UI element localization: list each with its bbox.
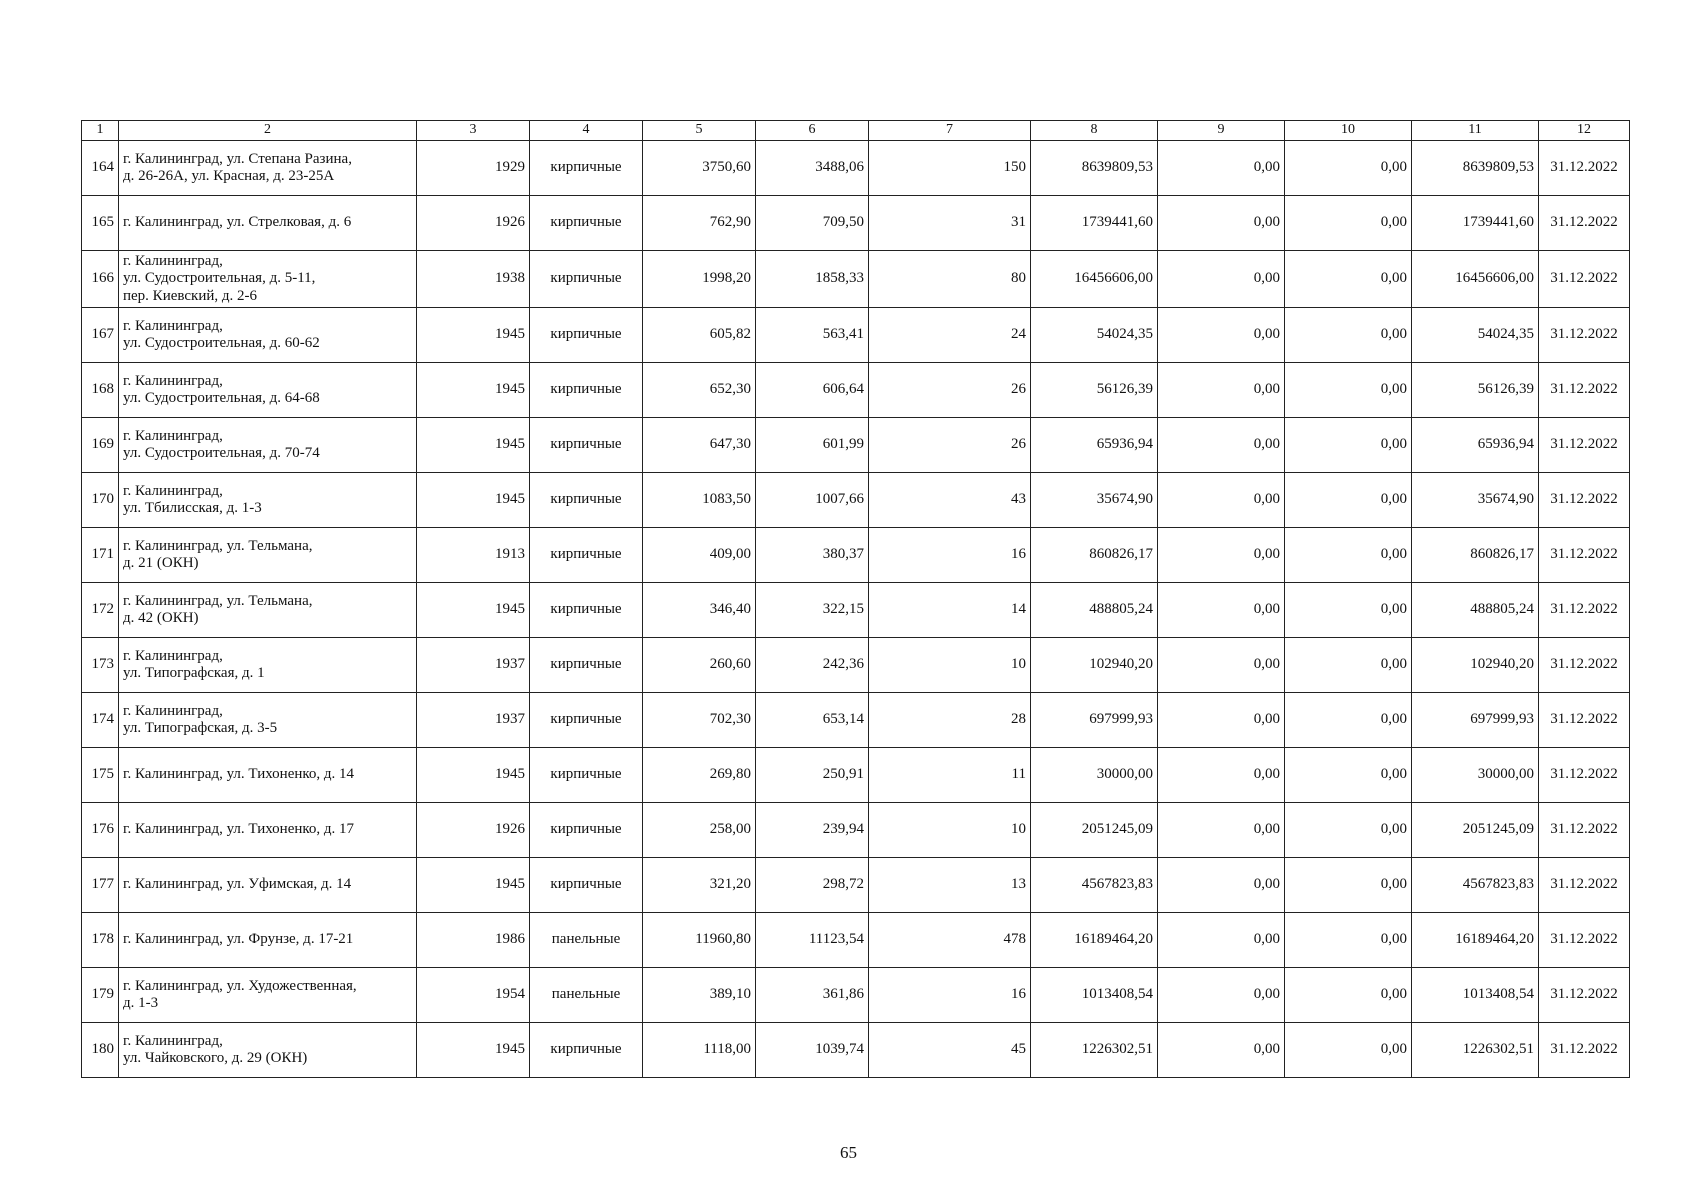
deadline-cell: 31.12.2022 (1539, 307, 1630, 362)
cost-regional-cell: 0,00 (1285, 1022, 1412, 1077)
residents-cell: 43 (869, 472, 1031, 527)
cost-total-cell: 16189464,20 (1031, 912, 1158, 967)
housing-registry-table (81, 120, 1630, 1078)
deadline-cell: 31.12.2022 (1539, 747, 1630, 802)
cost-local-cell: 16189464,20 (1412, 912, 1539, 967)
cost-regional-cell: 0,00 (1285, 527, 1412, 582)
column-header-4: 4 (530, 121, 643, 141)
cost-total-cell: 16456606,00 (1031, 251, 1158, 308)
table-row (82, 912, 1630, 967)
living-area-cell: 11123,54 (756, 912, 869, 967)
address-cell: г. Калининград, ул. Тельмана, д. 42 (ОКН) (119, 582, 417, 637)
deadline-cell: 31.12.2022 (1539, 362, 1630, 417)
cost-local-cell: 30000,00 (1412, 747, 1539, 802)
address-cell: г. Калининград, ул. Тбилисская, д. 1-3 (119, 472, 417, 527)
cost-regional-cell: 0,00 (1285, 472, 1412, 527)
row-number: 166 (82, 251, 119, 308)
table-row (82, 637, 1630, 692)
living-area-cell: 1858,33 (756, 251, 869, 308)
cost-total-cell: 102940,20 (1031, 637, 1158, 692)
wall-material-cell: кирпичные (530, 1022, 643, 1077)
year-cell: 1986 (417, 912, 530, 967)
residents-cell: 16 (869, 967, 1031, 1022)
row-number: 175 (82, 747, 119, 802)
cost-regional-cell: 0,00 (1285, 141, 1412, 196)
total-area-cell: 3750,60 (643, 141, 756, 196)
cost-federal-cell: 0,00 (1158, 857, 1285, 912)
address-cell: г. Калининград, ул. Тихоненко, д. 17 (119, 802, 417, 857)
cost-local-cell: 1739441,60 (1412, 196, 1539, 251)
table-row (82, 417, 1630, 472)
wall-material-cell: кирпичные (530, 582, 643, 637)
year-cell: 1929 (417, 141, 530, 196)
row-number: 176 (82, 802, 119, 857)
address-cell: г. Калининград, ул. Судостроительная, д. 5-11, пер. Киевский, д. 2-6 (119, 251, 417, 308)
address-cell: г. Калининград, ул. Тихоненко, д. 14 (119, 747, 417, 802)
row-number: 168 (82, 362, 119, 417)
cost-total-cell: 1013408,54 (1031, 967, 1158, 1022)
cost-local-cell: 65936,94 (1412, 417, 1539, 472)
total-area-cell: 702,30 (643, 692, 756, 747)
cost-federal-cell: 0,00 (1158, 1022, 1285, 1077)
address-cell: г. Калининград, ул. Тельмана, д. 21 (ОКН) (119, 527, 417, 582)
deadline-cell: 31.12.2022 (1539, 472, 1630, 527)
cost-local-cell: 4567823,83 (1412, 857, 1539, 912)
residents-cell: 478 (869, 912, 1031, 967)
table-row (82, 857, 1630, 912)
column-header-3: 3 (417, 121, 530, 141)
year-cell: 1945 (417, 307, 530, 362)
year-cell: 1945 (417, 417, 530, 472)
cost-local-cell: 2051245,09 (1412, 802, 1539, 857)
address-cell: г. Калининград, ул. Судостроительная, д. 70-74 (119, 417, 417, 472)
cost-federal-cell: 0,00 (1158, 527, 1285, 582)
cost-local-cell: 8639809,53 (1412, 141, 1539, 196)
living-area-cell: 563,41 (756, 307, 869, 362)
year-cell: 1945 (417, 1022, 530, 1077)
cost-total-cell: 1739441,60 (1031, 196, 1158, 251)
row-number: 167 (82, 307, 119, 362)
table-row (82, 802, 1630, 857)
cost-federal-cell: 0,00 (1158, 472, 1285, 527)
total-area-cell: 1083,50 (643, 472, 756, 527)
table-row (82, 196, 1630, 251)
table-row (82, 692, 1630, 747)
cost-regional-cell: 0,00 (1285, 637, 1412, 692)
residents-cell: 150 (869, 141, 1031, 196)
cost-total-cell: 1226302,51 (1031, 1022, 1158, 1077)
total-area-cell: 11960,80 (643, 912, 756, 967)
total-area-cell: 260,60 (643, 637, 756, 692)
wall-material-cell: кирпичные (530, 141, 643, 196)
year-cell: 1954 (417, 967, 530, 1022)
column-number-header-row (82, 121, 1630, 141)
living-area-cell: 3488,06 (756, 141, 869, 196)
wall-material-cell: кирпичные (530, 196, 643, 251)
living-area-cell: 1039,74 (756, 1022, 869, 1077)
year-cell: 1945 (417, 582, 530, 637)
cost-local-cell: 697999,93 (1412, 692, 1539, 747)
total-area-cell: 605,82 (643, 307, 756, 362)
cost-local-cell: 35674,90 (1412, 472, 1539, 527)
deadline-cell: 31.12.2022 (1539, 967, 1630, 1022)
cost-total-cell: 30000,00 (1031, 747, 1158, 802)
row-number: 172 (82, 582, 119, 637)
row-number: 164 (82, 141, 119, 196)
row-number: 179 (82, 967, 119, 1022)
cost-regional-cell: 0,00 (1285, 307, 1412, 362)
column-header-5: 5 (643, 121, 756, 141)
deadline-cell: 31.12.2022 (1539, 417, 1630, 472)
living-area-cell: 606,64 (756, 362, 869, 417)
wall-material-cell: кирпичные (530, 362, 643, 417)
address-cell: г. Калининград, ул. Стрелковая, д. 6 (119, 196, 417, 251)
total-area-cell: 1118,00 (643, 1022, 756, 1077)
column-header-8: 8 (1031, 121, 1158, 141)
cost-local-cell: 16456606,00 (1412, 251, 1539, 308)
page-number: 65 (840, 1143, 857, 1162)
total-area-cell: 762,90 (643, 196, 756, 251)
address-cell: г. Калининград, ул. Судостроительная, д. 60-62 (119, 307, 417, 362)
wall-material-cell: кирпичные (530, 417, 643, 472)
wall-material-cell: кирпичные (530, 472, 643, 527)
residents-cell: 11 (869, 747, 1031, 802)
year-cell: 1938 (417, 251, 530, 308)
row-number: 170 (82, 472, 119, 527)
cost-federal-cell: 0,00 (1158, 251, 1285, 308)
cost-total-cell: 860826,17 (1031, 527, 1158, 582)
deadline-cell: 31.12.2022 (1539, 251, 1630, 308)
living-area-cell: 601,99 (756, 417, 869, 472)
cost-federal-cell: 0,00 (1158, 582, 1285, 637)
cost-federal-cell: 0,00 (1158, 802, 1285, 857)
table-row (82, 747, 1630, 802)
table-row (82, 251, 1630, 308)
cost-federal-cell: 0,00 (1158, 912, 1285, 967)
year-cell: 1945 (417, 362, 530, 417)
residents-cell: 13 (869, 857, 1031, 912)
cost-federal-cell: 0,00 (1158, 967, 1285, 1022)
address-cell: г. Калининград, ул. Уфимская, д. 14 (119, 857, 417, 912)
address-cell: г. Калининград, ул. Судостроительная, д. 64-68 (119, 362, 417, 417)
cost-total-cell: 697999,93 (1031, 692, 1158, 747)
column-header-10: 10 (1285, 121, 1412, 141)
residents-cell: 28 (869, 692, 1031, 747)
residents-cell: 26 (869, 362, 1031, 417)
address-cell: г. Калининград, ул. Художественная, д. 1-3 (119, 967, 417, 1022)
residents-cell: 14 (869, 582, 1031, 637)
address-cell: г. Калининград, ул. Фрунзе, д. 17-21 (119, 912, 417, 967)
wall-material-cell: кирпичные (530, 802, 643, 857)
row-number: 178 (82, 912, 119, 967)
wall-material-cell: кирпичные (530, 637, 643, 692)
cost-local-cell: 860826,17 (1412, 527, 1539, 582)
column-header-7: 7 (869, 121, 1031, 141)
residents-cell: 10 (869, 802, 1031, 857)
column-header-1: 1 (82, 121, 119, 141)
residents-cell: 10 (869, 637, 1031, 692)
wall-material-cell: кирпичные (530, 527, 643, 582)
deadline-cell: 31.12.2022 (1539, 1022, 1630, 1077)
cost-regional-cell: 0,00 (1285, 251, 1412, 308)
cost-total-cell: 2051245,09 (1031, 802, 1158, 857)
living-area-cell: 361,86 (756, 967, 869, 1022)
cost-regional-cell: 0,00 (1285, 582, 1412, 637)
living-area-cell: 322,15 (756, 582, 869, 637)
deadline-cell: 31.12.2022 (1539, 692, 1630, 747)
table-row (82, 307, 1630, 362)
wall-material-cell: кирпичные (530, 857, 643, 912)
row-number: 177 (82, 857, 119, 912)
year-cell: 1945 (417, 857, 530, 912)
cost-regional-cell: 0,00 (1285, 417, 1412, 472)
year-cell: 1937 (417, 637, 530, 692)
deadline-cell: 31.12.2022 (1539, 527, 1630, 582)
living-area-cell: 298,72 (756, 857, 869, 912)
cost-total-cell: 8639809,53 (1031, 141, 1158, 196)
cost-regional-cell: 0,00 (1285, 857, 1412, 912)
cost-local-cell: 488805,24 (1412, 582, 1539, 637)
residents-cell: 26 (869, 417, 1031, 472)
total-area-cell: 346,40 (643, 582, 756, 637)
total-area-cell: 652,30 (643, 362, 756, 417)
deadline-cell: 31.12.2022 (1539, 141, 1630, 196)
year-cell: 1926 (417, 802, 530, 857)
cost-federal-cell: 0,00 (1158, 637, 1285, 692)
deadline-cell: 31.12.2022 (1539, 582, 1630, 637)
residents-cell: 45 (869, 1022, 1031, 1077)
cost-regional-cell: 0,00 (1285, 967, 1412, 1022)
living-area-cell: 242,36 (756, 637, 869, 692)
deadline-cell: 31.12.2022 (1539, 912, 1630, 967)
column-header-12: 12 (1539, 121, 1630, 141)
row-number: 169 (82, 417, 119, 472)
cost-total-cell: 56126,39 (1031, 362, 1158, 417)
column-header-6: 6 (756, 121, 869, 141)
cost-federal-cell: 0,00 (1158, 362, 1285, 417)
table-row (82, 967, 1630, 1022)
cost-regional-cell: 0,00 (1285, 692, 1412, 747)
residents-cell: 24 (869, 307, 1031, 362)
cost-federal-cell: 0,00 (1158, 196, 1285, 251)
living-area-cell: 1007,66 (756, 472, 869, 527)
cost-total-cell: 35674,90 (1031, 472, 1158, 527)
wall-material-cell: панельные (530, 912, 643, 967)
column-header-11: 11 (1412, 121, 1539, 141)
row-number: 171 (82, 527, 119, 582)
wall-material-cell: кирпичные (530, 747, 643, 802)
total-area-cell: 647,30 (643, 417, 756, 472)
deadline-cell: 31.12.2022 (1539, 637, 1630, 692)
row-number: 180 (82, 1022, 119, 1077)
cost-local-cell: 54024,35 (1412, 307, 1539, 362)
table-row (82, 582, 1630, 637)
year-cell: 1926 (417, 196, 530, 251)
table-body (82, 121, 1630, 1078)
cost-local-cell: 1013408,54 (1412, 967, 1539, 1022)
deadline-cell: 31.12.2022 (1539, 802, 1630, 857)
year-cell: 1913 (417, 527, 530, 582)
living-area-cell: 239,94 (756, 802, 869, 857)
row-number: 173 (82, 637, 119, 692)
cost-local-cell: 1226302,51 (1412, 1022, 1539, 1077)
table-row (82, 141, 1630, 196)
table-row (82, 472, 1630, 527)
living-area-cell: 250,91 (756, 747, 869, 802)
cost-regional-cell: 0,00 (1285, 912, 1412, 967)
total-area-cell: 409,00 (643, 527, 756, 582)
total-area-cell: 389,10 (643, 967, 756, 1022)
row-number: 165 (82, 196, 119, 251)
cost-federal-cell: 0,00 (1158, 692, 1285, 747)
total-area-cell: 1998,20 (643, 251, 756, 308)
wall-material-cell: кирпичные (530, 251, 643, 308)
cost-total-cell: 65936,94 (1031, 417, 1158, 472)
address-cell: г. Калининград, ул. Степана Разина, д. 26-26А, ул. Красная, д. 23-25А (119, 141, 417, 196)
residents-cell: 16 (869, 527, 1031, 582)
table-row (82, 527, 1630, 582)
wall-material-cell: кирпичные (530, 307, 643, 362)
column-header-2: 2 (119, 121, 417, 141)
cost-federal-cell: 0,00 (1158, 141, 1285, 196)
year-cell: 1937 (417, 692, 530, 747)
total-area-cell: 269,80 (643, 747, 756, 802)
total-area-cell: 258,00 (643, 802, 756, 857)
cost-regional-cell: 0,00 (1285, 802, 1412, 857)
column-header-9: 9 (1158, 121, 1285, 141)
living-area-cell: 653,14 (756, 692, 869, 747)
deadline-cell: 31.12.2022 (1539, 857, 1630, 912)
cost-federal-cell: 0,00 (1158, 747, 1285, 802)
cost-local-cell: 56126,39 (1412, 362, 1539, 417)
total-area-cell: 321,20 (643, 857, 756, 912)
cost-local-cell: 102940,20 (1412, 637, 1539, 692)
residents-cell: 80 (869, 251, 1031, 308)
address-cell: г. Калининград, ул. Чайковского, д. 29 (ОКН) (119, 1022, 417, 1077)
row-number: 174 (82, 692, 119, 747)
cost-total-cell: 54024,35 (1031, 307, 1158, 362)
cost-federal-cell: 0,00 (1158, 307, 1285, 362)
residents-cell: 31 (869, 196, 1031, 251)
cost-total-cell: 4567823,83 (1031, 857, 1158, 912)
cost-total-cell: 488805,24 (1031, 582, 1158, 637)
cost-regional-cell: 0,00 (1285, 362, 1412, 417)
cost-regional-cell: 0,00 (1285, 196, 1412, 251)
cost-federal-cell: 0,00 (1158, 417, 1285, 472)
year-cell: 1945 (417, 472, 530, 527)
year-cell: 1945 (417, 747, 530, 802)
wall-material-cell: панельные (530, 967, 643, 1022)
table-row (82, 362, 1630, 417)
wall-material-cell: кирпичные (530, 692, 643, 747)
address-cell: г. Калининград, ул. Типографская, д. 3-5 (119, 692, 417, 747)
table-row (82, 1022, 1630, 1077)
deadline-cell: 31.12.2022 (1539, 196, 1630, 251)
address-cell: г. Калининград, ул. Типографская, д. 1 (119, 637, 417, 692)
cost-regional-cell: 0,00 (1285, 747, 1412, 802)
living-area-cell: 709,50 (756, 196, 869, 251)
living-area-cell: 380,37 (756, 527, 869, 582)
